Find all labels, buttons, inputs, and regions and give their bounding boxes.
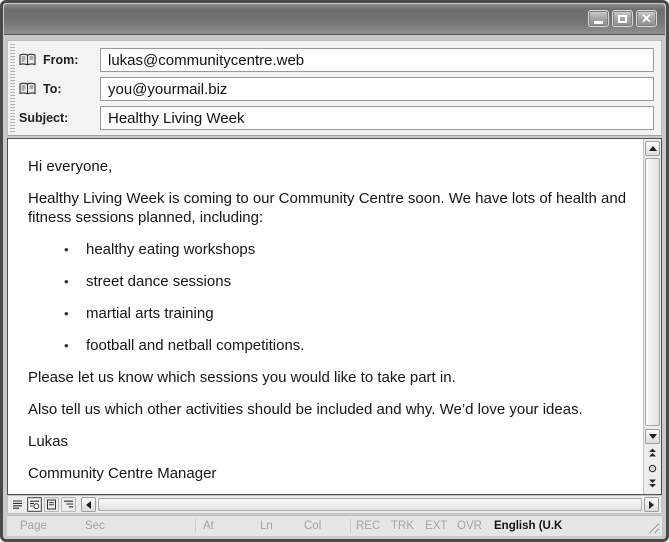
bullet-icon: • bbox=[64, 338, 69, 353]
horizontal-scrollbar[interactable] bbox=[7, 495, 662, 514]
previous-page-button[interactable] bbox=[645, 446, 660, 460]
list-item-text: football and netball competitions. bbox=[86, 337, 305, 354]
list-item-text: martial arts training bbox=[86, 305, 214, 322]
subject-input[interactable] bbox=[100, 106, 654, 130]
bullet-icon: • bbox=[64, 242, 69, 257]
scroll-up-button[interactable] bbox=[645, 141, 660, 156]
list-item bbox=[28, 336, 631, 355]
web-layout-view-button[interactable] bbox=[27, 497, 42, 512]
close-icon: ✕ bbox=[641, 11, 652, 26]
status-divider bbox=[195, 519, 196, 533]
next-page-icon bbox=[648, 479, 657, 489]
normal-view-button[interactable] bbox=[10, 497, 25, 512]
print-layout-view-icon bbox=[46, 499, 57, 510]
to-label-block bbox=[19, 82, 100, 96]
to-row bbox=[19, 77, 654, 101]
body-paragraph: Lukas bbox=[28, 433, 69, 450]
horizontal-scrollbar-thumb[interactable] bbox=[98, 498, 642, 511]
subject-label-block bbox=[19, 111, 100, 125]
outline-view-button[interactable] bbox=[61, 497, 76, 512]
status-section: Sec bbox=[85, 520, 105, 532]
list-item bbox=[28, 304, 631, 323]
close-button[interactable] bbox=[636, 10, 657, 27]
from-input[interactable] bbox=[100, 48, 654, 72]
vertical-scrollbar-thumb[interactable] bbox=[645, 158, 660, 426]
view-buttons bbox=[10, 497, 76, 512]
status-toggle-ext[interactable]: EXT bbox=[425, 520, 448, 532]
titlebar[interactable] bbox=[4, 4, 665, 35]
scroll-right-button[interactable] bbox=[644, 497, 659, 512]
from-label-block bbox=[19, 53, 100, 67]
minimize-icon bbox=[594, 21, 603, 24]
select-browse-object-button[interactable] bbox=[645, 461, 660, 475]
window-controls bbox=[588, 10, 657, 27]
list-item bbox=[28, 272, 631, 291]
body-paragraph: Also tell us which other activities should be included and why. We’d love your ideas. bbox=[28, 401, 583, 418]
status-at: At bbox=[203, 520, 214, 532]
outline-view-icon bbox=[63, 499, 74, 510]
from-label: From: bbox=[43, 53, 79, 67]
scroll-right-icon bbox=[649, 501, 654, 509]
previous-page-icon bbox=[648, 448, 657, 458]
minimize-button[interactable] bbox=[588, 10, 609, 27]
address-book-icon[interactable] bbox=[19, 82, 36, 96]
body-paragraph: Hi everyone, bbox=[28, 158, 113, 175]
list-item bbox=[28, 240, 631, 259]
next-page-button[interactable] bbox=[645, 477, 660, 491]
status-line: Ln bbox=[260, 520, 273, 532]
message-body-area bbox=[7, 138, 662, 495]
message-header-panel bbox=[7, 40, 662, 136]
web-layout-view-icon bbox=[29, 499, 40, 510]
list-item-text: street dance sessions bbox=[86, 273, 232, 290]
header-gripper bbox=[10, 44, 15, 132]
status-bar bbox=[7, 515, 662, 536]
message-body-editor[interactable] bbox=[8, 139, 643, 494]
status-toggle-rec[interactable]: REC bbox=[356, 520, 381, 532]
scroll-down-button[interactable] bbox=[645, 429, 660, 444]
status-column: Col bbox=[304, 520, 322, 532]
scroll-left-button[interactable] bbox=[81, 497, 96, 512]
status-toggle-trk[interactable]: TRK bbox=[391, 520, 414, 532]
status-language[interactable]: English (U.K bbox=[494, 520, 563, 532]
scroll-down-icon bbox=[649, 434, 657, 439]
bullet-icon: • bbox=[64, 274, 69, 289]
bullet-icon: • bbox=[64, 306, 69, 321]
resize-grip[interactable] bbox=[647, 521, 660, 534]
to-label: To: bbox=[43, 82, 62, 96]
status-page: Page bbox=[20, 520, 47, 532]
status-divider bbox=[350, 519, 351, 533]
scroll-up-icon bbox=[649, 146, 657, 151]
from-row bbox=[19, 48, 654, 72]
body-paragraph: Please let us know which sessions you would like to take part in. bbox=[28, 369, 456, 386]
normal-view-icon bbox=[12, 499, 23, 510]
subject-label: Subject: bbox=[19, 111, 69, 125]
print-layout-view-button[interactable] bbox=[44, 497, 59, 512]
select-browse-object-icon bbox=[648, 464, 657, 473]
maximize-button[interactable] bbox=[612, 10, 633, 27]
list-item-text: healthy eating workshops bbox=[86, 241, 256, 258]
maximize-icon bbox=[618, 15, 627, 23]
to-input[interactable] bbox=[100, 77, 654, 101]
vertical-scrollbar[interactable] bbox=[643, 139, 661, 494]
status-toggle-ovr[interactable]: OVR bbox=[457, 520, 482, 532]
body-paragraph: Community Centre Manager bbox=[28, 465, 217, 482]
subject-row bbox=[19, 106, 654, 130]
body-paragraph: Healthy Living Week is coming to our Community Centre soon. We have lots of health and fitness sessions planned, including: bbox=[28, 190, 627, 226]
address-book-icon[interactable] bbox=[19, 53, 36, 67]
scroll-left-icon bbox=[86, 501, 91, 509]
